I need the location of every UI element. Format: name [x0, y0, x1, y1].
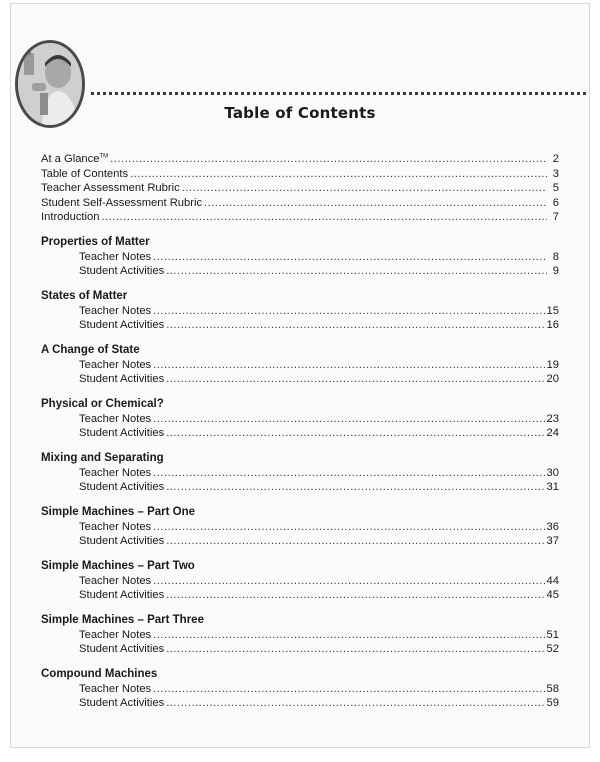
- entry-page: 31: [546, 481, 559, 493]
- dot-leader: [166, 372, 544, 387]
- entry-label: Student Activities: [79, 265, 165, 277]
- dot-leader: [166, 426, 544, 441]
- table-of-contents: [41, 152, 559, 711]
- dot-leader: [153, 250, 547, 265]
- entry-label: Student Activities: [79, 697, 165, 709]
- trademark-mark: TM: [99, 153, 109, 160]
- toc-section: [41, 235, 559, 279]
- section-title: Compound Machines: [41, 667, 158, 680]
- entry-label: Teacher Notes: [79, 682, 152, 695]
- entry-label: Teacher Notes: [79, 250, 152, 263]
- intro-entries: [41, 152, 559, 225]
- toc-entry: [41, 167, 559, 182]
- section-title: States of Matter: [41, 289, 128, 302]
- dotted-divider: [91, 92, 586, 95]
- entry-page: 20: [546, 373, 559, 385]
- toc-sections: [41, 235, 559, 711]
- entry-page: 8: [552, 250, 559, 263]
- toc-subentry: [41, 426, 559, 441]
- entry-label: Student Activities: [79, 373, 165, 385]
- section-title: Mixing and Separating: [41, 451, 164, 464]
- entry-label: At a Glance™: [41, 153, 109, 165]
- entry-page: 44: [546, 574, 559, 587]
- entry-label: Student Activities: [79, 481, 165, 493]
- toc-entry: [41, 210, 559, 225]
- dot-leader: [153, 520, 544, 535]
- toc-section: [41, 397, 559, 441]
- dot-leader: [130, 167, 547, 182]
- toc-subentry: [41, 304, 559, 319]
- entry-page: 5: [552, 182, 559, 194]
- toc-entry: [41, 152, 559, 167]
- entry-label: Student Activities: [79, 535, 165, 547]
- toc-section: [41, 343, 559, 387]
- dot-leader: [153, 628, 544, 643]
- dot-leader: [153, 412, 544, 427]
- dot-leader: [166, 480, 544, 495]
- toc-section: [41, 667, 559, 711]
- dot-leader: [204, 196, 547, 211]
- section-title: Properties of Matter: [41, 235, 150, 248]
- toc-subentry: [41, 358, 559, 373]
- toc-subentry: [41, 682, 559, 697]
- entry-label: Teacher Notes: [79, 628, 152, 641]
- dot-leader: [153, 574, 544, 589]
- toc-subentry: [41, 264, 559, 279]
- entry-page: 9: [552, 265, 559, 277]
- section-title: Simple Machines – Part One: [41, 505, 196, 518]
- toc-section: [41, 559, 559, 603]
- entry-label: Student Self-Assessment Rubric: [41, 196, 203, 209]
- section-title: Simple Machines – Part Two: [41, 559, 195, 572]
- toc-subentry: [41, 412, 559, 427]
- toc-section: [41, 289, 559, 333]
- entry-page: 15: [546, 304, 559, 317]
- document-page: [10, 3, 590, 748]
- entry-label: Student Activities: [79, 589, 165, 601]
- toc-section: [41, 451, 559, 495]
- entry-label: Teacher Notes: [79, 412, 152, 425]
- entry-page: 24: [546, 427, 559, 439]
- section-title: Simple Machines – Part Three: [41, 613, 204, 626]
- entry-label: Teacher Notes: [79, 520, 152, 533]
- page-title: Table of Contents: [224, 104, 376, 122]
- entry-page: 19: [546, 358, 559, 371]
- entry-label: Student Activities: [79, 643, 165, 655]
- dot-leader: [153, 466, 544, 481]
- entry-page: 45: [546, 589, 559, 601]
- toc-subentry: [41, 520, 559, 535]
- dot-leader: [153, 358, 544, 373]
- dot-leader: [101, 210, 547, 225]
- dot-leader: [182, 181, 547, 196]
- toc-subentry: [41, 318, 559, 333]
- dot-leader: [153, 682, 544, 697]
- entry-label: Teacher Notes: [79, 358, 152, 371]
- dot-leader: [166, 264, 547, 279]
- dot-leader: [153, 304, 544, 319]
- dot-leader: [166, 318, 544, 333]
- entry-label: Teacher Notes: [79, 574, 152, 587]
- toc-subentry: [41, 574, 559, 589]
- entry-page: 58: [546, 682, 559, 695]
- toc-subentry: [41, 588, 559, 603]
- toc-subentry: [41, 250, 559, 265]
- entry-page: 2: [552, 153, 559, 165]
- entry-page: 59: [546, 697, 559, 709]
- toc-subentry: [41, 466, 559, 481]
- entry-page: 30: [546, 466, 559, 479]
- dot-leader: [166, 534, 544, 549]
- section-title: A Change of State: [41, 343, 140, 356]
- entry-page: 23: [546, 412, 559, 425]
- dot-leader: [166, 642, 544, 657]
- toc-entry: [41, 196, 559, 211]
- entry-label: Student Activities: [79, 427, 165, 439]
- entry-page: 3: [552, 167, 559, 180]
- toc-entry: [41, 181, 559, 196]
- entry-label: Student Activities: [79, 319, 165, 331]
- entry-page: 7: [552, 211, 559, 223]
- entry-page: 16: [546, 319, 559, 331]
- entry-page: 6: [552, 196, 559, 209]
- entry-page: 52: [546, 643, 559, 655]
- toc-subentry: [41, 628, 559, 643]
- dot-leader: [166, 696, 544, 711]
- toc-subentry: [41, 372, 559, 387]
- entry-label: Teacher Assessment Rubric: [41, 182, 180, 194]
- toc-subentry: [41, 642, 559, 657]
- dot-leader: [110, 152, 547, 167]
- toc-section: [41, 613, 559, 657]
- entry-label: Table of Contents: [41, 167, 129, 180]
- entry-label: Teacher Notes: [79, 304, 152, 317]
- toc-subentry: [41, 480, 559, 495]
- entry-page: 51: [546, 628, 559, 641]
- entry-page: 37: [546, 535, 559, 547]
- section-title: Physical or Chemical?: [41, 397, 164, 410]
- entry-page: 36: [546, 520, 559, 533]
- entry-label: Teacher Notes: [79, 466, 152, 479]
- toc-section: [41, 505, 559, 549]
- toc-subentry: [41, 696, 559, 711]
- entry-label: Introduction: [41, 211, 100, 223]
- dot-leader: [166, 588, 544, 603]
- toc-subentry: [41, 534, 559, 549]
